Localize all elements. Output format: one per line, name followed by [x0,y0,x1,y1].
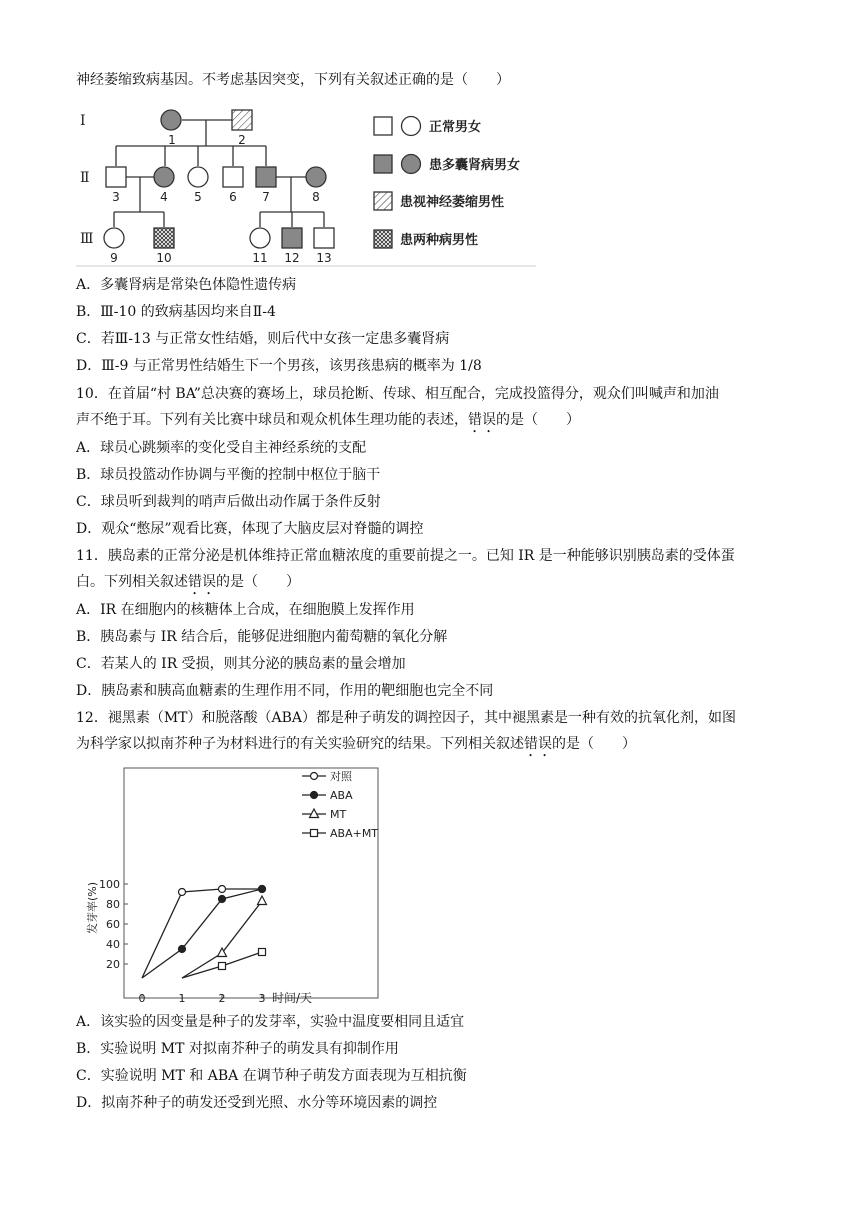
emphasis-wrong: 错误 [468,412,496,428]
x-tick-label: 0 [138,992,146,1005]
legend-label: MT [330,808,347,821]
x-tick-label: 3 [258,992,266,1005]
option-11-a: A．IR 在细胞内的核糖体上合成，在细胞膜上发挥作用 [76,602,415,618]
data-point [258,896,267,905]
emphasis-wrong: 错误 [188,574,216,590]
individual-number: 8 [312,190,320,204]
individual-number: 10 [156,251,172,265]
individual-number: 9 [110,251,118,265]
individual-II-5 [188,167,208,187]
option-9-c: C．若Ⅲ-13 与正常女性结婚，则后代中女孩一定患多囊肾病 [76,331,450,347]
data-point [259,949,266,956]
y-tick-label: 80 [106,898,120,911]
legend-both-label: 患两种病男性 [400,233,479,248]
option-11-c: C．若某人的 IR 受损，则其分泌的胰岛素的量会增加 [76,656,406,672]
individual-III-13 [314,228,334,248]
legend-label: ABA+MT [330,827,379,840]
legend-normal-female-symbol [402,117,421,136]
data-point [219,896,226,903]
individual-III-11 [250,228,270,248]
generation-label: Ⅲ [80,231,94,247]
legend-label: 对照 [330,770,352,783]
data-point [179,889,186,896]
y-tick-label: 20 [106,958,120,971]
question-11-stem-line1: 11．胰岛素的正常分泌是机体维持正常血糖浓度的重要前提之一。已知 IR 是一种能够识别胰岛素的受体蛋 [76,548,735,564]
individual-II-3 [106,167,126,187]
y-tick-label: 60 [106,918,120,931]
legend-marker [310,809,319,818]
legend-affected-female-symbol [402,155,421,174]
legend-normal-label: 正常男女 [429,120,482,135]
pedigree-diagram [76,100,540,268]
x-tick-label: 1 [178,992,186,1005]
legend-optic-male-symbol [374,192,392,210]
individual-number: 13 [316,251,332,265]
legend-marker [311,830,318,837]
generation-label: Ⅱ [80,170,90,186]
individual-III-10 [154,228,174,248]
individual-number: 5 [194,190,202,204]
question-10-stem-line2: 声不绝于耳。下列有关比赛中球员和观众机体生理功能的表述，错误的是（ ） [76,412,580,428]
y-axis-label: 发芽率(%) [86,881,99,935]
individual-number: 2 [238,133,246,147]
individual-number: 3 [112,190,120,204]
individual-number: 6 [229,190,237,204]
option-12-b: B．实验说明 MT 对拟南芥种子的萌发具有抑制作用 [76,1041,399,1057]
individual-number: 12 [284,251,300,265]
question-12-stem-line2: 为科学家以拟南芥种子为材料进行的有关实验研究的结果。下列相关叙述错误的是（ ） [76,736,636,752]
y-tick-label: 40 [106,938,120,951]
question-9-stem: 神经萎缩致病基因。不考虑基因突变，下列有关叙述正确的是（ ） [76,72,510,88]
individual-II-8 [306,167,326,187]
legend-normal-male-symbol [374,117,392,135]
pedigree-legend [374,117,520,249]
option-11-b: B．胰岛素与 IR 结合后，能够促进细胞内葡萄糖的氧化分解 [76,629,448,645]
individual-III-12 [282,228,302,248]
data-point [179,946,186,953]
option-12-d: D．拟南芥种子的萌发还受到光照、水分等环境因素的调控 [76,1095,438,1111]
question-11-stem-line2: 白。下列相关叙述错误的是（ ） [76,574,300,590]
option-9-d: D．Ⅲ-9 与正常男性结婚生下一个男孩，该男孩患病的概率为 1/8 [76,358,482,374]
question-12-stem-line1: 12．褪黑素（MT）和脱落酸（ABA）都是种子萌发的调控因子，其中褪黑素是一种有效的抗氧化剂，如图 [76,710,736,726]
legend-marker [311,773,318,780]
individual-III-9 [104,228,124,248]
option-11-d: D．胰岛素和胰高血糖素的生理作用不同，作用的靶细胞也完全不同 [76,683,494,699]
emphasis-wrong: 错误 [524,736,552,752]
data-point [219,963,226,970]
individual-II-4 [154,167,174,187]
generation-label: Ⅰ [80,113,86,129]
individual-number: 7 [262,190,270,204]
data-point [259,886,266,893]
individual-I-2 [232,110,252,130]
germination-chart [76,762,396,1006]
individual-II-6 [223,167,243,187]
option-10-a: A．球员心跳频率的变化受自主神经系统的支配 [76,440,367,456]
x-tick-label: 2 [218,992,226,1005]
legend-affected-male-symbol [374,155,392,173]
legend-both-male-symbol [374,230,392,248]
option-9-a: A．多囊肾病是常染色体隐性遗传病 [76,277,297,293]
legend-polycystic-label: 患多囊肾病男女 [429,158,521,173]
series-line-1 [142,889,262,978]
question-10-stem-line1: 10．在首届“村 BA”总决赛的赛场上，球员抢断、传球、相互配合，完成投篮得分，观众们叫喊声和加油 [76,386,719,402]
y-tick-label: 100 [99,878,120,891]
data-point [219,886,226,893]
option-10-b: B．球员投篮动作协调与平衡的控制中枢位于脑干 [76,467,381,483]
individual-I-1 [161,110,181,130]
option-10-c: C．球员听到裁判的哨声后做出动作属于条件反射 [76,494,381,510]
legend-marker [311,792,318,799]
legend-optic-label: 患视神经萎缩男性 [400,195,505,210]
individual-number: 1 [168,133,176,147]
option-12-c: C．实验说明 MT 和 ABA 在调节种子萌发方面表现为互相抗衡 [76,1068,467,1084]
individual-number: 4 [160,190,168,204]
individual-number: 11 [252,251,268,265]
option-9-b: B．Ⅲ-10 的致病基因均来自Ⅱ-4 [76,304,276,320]
option-10-d: D．观众“憋尿”观看比赛，体现了大脑皮层对脊髓的调控 [76,521,424,537]
option-12-a: A．该实验的因变量是种子的发芽率，实验中温度要相同且适宜 [76,1014,465,1030]
legend-label: ABA [330,789,353,802]
individual-II-7 [256,167,276,187]
x-axis-label: 时间/天 [272,991,313,1005]
